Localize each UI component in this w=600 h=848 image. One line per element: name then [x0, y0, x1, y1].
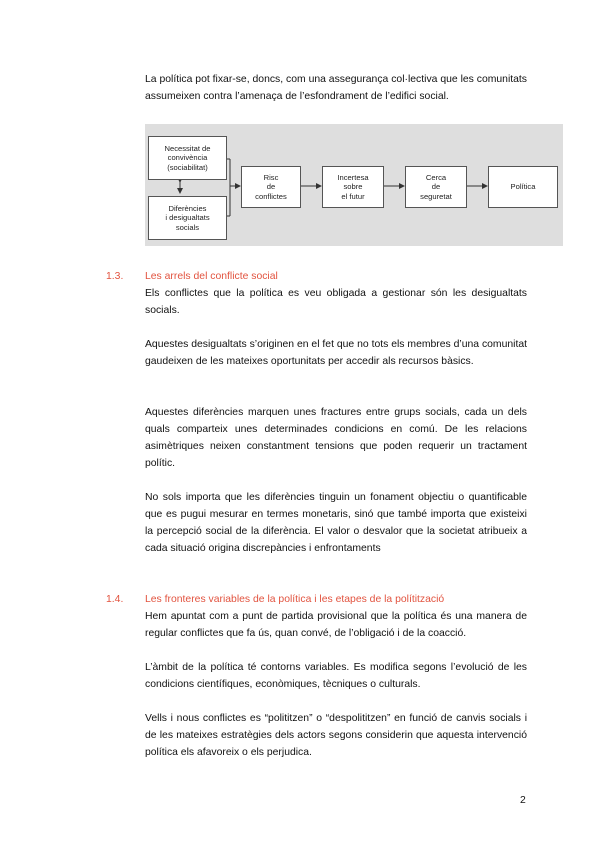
intro-paragraph: La política pot fixar-se, doncs, com una assegurança col·lectiva que les comunitats assumeixen contra l’amenaça de l’esfondrament de l’edifici social.	[145, 74, 527, 102]
section-1-4-paragraph-2: L’àmbit de la política té contorns variables. Es modifica segons l’evolució de les condicions científiques, econòmiques, tècniques o culturals.	[145, 662, 527, 690]
section-1-3-paragraph-3: Aquestes diferències marquen unes fractures entre grups socials, cada un dels quals comparteix unes determinades condicions en comú. De les relacions asimètriques neixen constantment tensions que poden requerir un tractament polític.	[145, 407, 527, 469]
box-diferencies: Diferències i desigualtats socials	[148, 196, 227, 240]
box-incertesa: Incertesa sobre el futur	[322, 166, 384, 208]
flow-diagram	[145, 124, 563, 246]
box-risc: Risc de conflictes	[241, 166, 301, 208]
section-1-3-paragraph-2: Aquestes desigualtats s’originen en el fet que no tots els membres d’una comunitat gaudeixen de les mateixes oportunitats per accedir als recursos bàsics.	[145, 339, 527, 367]
section-number-1-3: 1.3.	[106, 271, 124, 282]
section-1-4-paragraph-3: Vells i nous conflictes es “polititzen” o “despolititzen” en funció de canvis socials i de les mateixes estratègies dels actors segons considerin que aquesta intervenció política els afavoreix o els perjudica.	[145, 713, 527, 758]
section-1-3-paragraph-4: No sols importa que les diferències tinguin un fonament objectiu o quantificable que es pugui mesurar en termes monetaris, sinó que també importa que existeixi la percepció social de la diferència. El valor o desvalor que la societat atribueix a cada situació origina discrepàncies i enfrontaments	[145, 492, 527, 554]
section-number-1-4: 1.4.	[106, 594, 124, 605]
section-1-4-paragraph-1: Hem apuntat com a punt de partida provisional que la política és una manera de regular conflictes que fa ús, quan convé, de l’obligació i de la coacció.	[145, 611, 527, 639]
box-cerca: Cerca de seguretat	[405, 166, 467, 208]
section-title-1-3: Les arrels del conflicte social	[145, 271, 278, 282]
box-necessitat: Necessitat de convivència (sociabilitat)	[148, 136, 227, 180]
section-1-3-paragraph-1: Els conflictes que la política es veu obligada a gestionar són les desigualtats socials.	[145, 288, 527, 316]
page-number: 2	[520, 795, 526, 806]
box-politica: Política	[488, 166, 558, 208]
section-title-1-4: Les fronteres variables de la política i les etapes de la polítització	[145, 594, 445, 605]
